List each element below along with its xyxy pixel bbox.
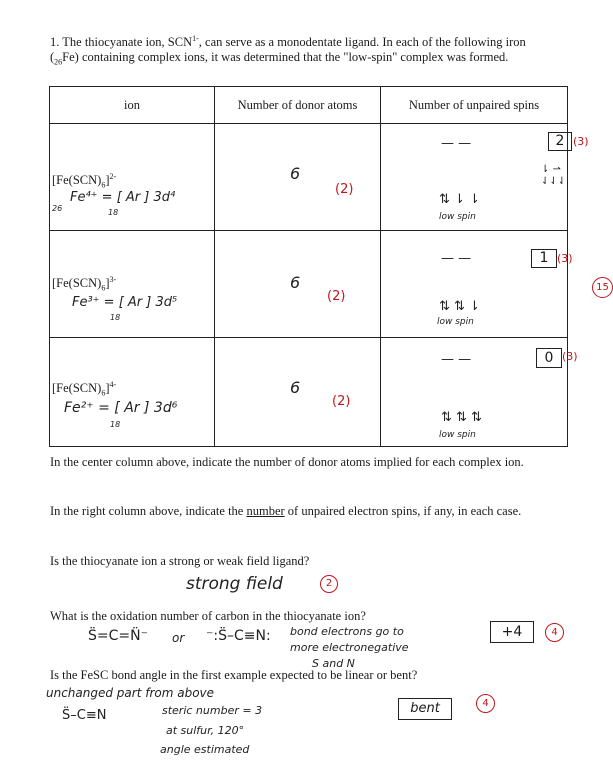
ion-formula: $[Fe(SCN)_6]^{3-}$ [52,275,117,293]
electron-config: Fe³⁺ = [ Ar ] 3d⁵ [72,295,178,310]
strong-weak-question: Is the thiocyanate ion a strong or weak field ligand? [50,554,310,568]
angle-structure: S̈–C≡N [62,708,107,723]
unpaired-answer-box: 2 [548,132,572,151]
oxidation-note-1: bond electrons go to [290,625,404,638]
strong-weak-score: 2 [320,575,338,593]
angle-score: 4 [476,694,495,713]
complex-ion-table [49,86,609,447]
orbital-upper: — — [441,251,472,266]
oxidation-note-3: S and N [312,657,355,670]
unpaired-answer-box: 1 [531,249,557,268]
header-donor-atoms: Number of donor atoms [215,87,381,124]
donor-count: 6 [290,273,301,292]
q1-part-d: Fe) containing complex ions, it was determined that the "low-spin" complex was formed. [62,50,509,65]
instruction-center-column: In the center column above, indicate the number of donor atoms implied for each complex ion. [50,455,524,469]
ion-formula: $[Fe(SCN)_6]^{4-}$ [52,380,117,398]
lewis-structure-2: ⁻:S̈–C≡N: [206,628,271,644]
oxidation-question: What is the oxidation number of carbon in the thiocyanate ion? [50,609,366,623]
donor-count: 6 [290,164,301,183]
config-subscript: 18 [110,420,121,429]
lewis-structure-1: S̈=C=N̈⁻ [88,628,148,644]
unpaired-score: (3) [557,252,573,265]
header-unpaired-spins: Number of unpaired spins [381,87,568,124]
low-spin-label: low spin [437,317,474,327]
angle-answer-box: bent [398,698,452,720]
orbital-lower: ⇅ ⇅ ⇅ [441,410,482,425]
oxidation-score: 4 [545,623,564,642]
low-spin-label: low spin [439,430,476,440]
donor-score: (2) [335,182,354,197]
table-row [50,338,568,447]
q1-subscript: 26 [54,57,63,67]
table-row [50,231,568,338]
donor-score: (2) [332,394,351,409]
header-ion: ion [50,87,215,124]
unpaired-score: (3) [573,135,589,148]
orbital-lower: ⇅ ⇅ ⇂ [439,299,480,314]
question-1-text [50,31,560,70]
oxidation-answer-box: +4 [490,621,534,643]
instruction-right-column: In the right column above, indicate the number of unpaired electron spins, if any, in each case. [50,504,522,518]
total-score-circle: 15 [592,277,613,298]
steric-note-1: steric number = 3 [162,704,263,717]
unpaired-answer-box: 0 [536,348,562,368]
q1-part-a: 1. The thiocyanate ion, SCN [50,35,193,50]
table-row [50,124,568,231]
or-label: or [172,631,185,645]
q1-superscript: 1- [192,34,199,43]
q1-part-b: , can serve as a monodentate ligand. In each of the following iron [198,35,526,50]
strong-weak-answer: strong field [186,574,283,594]
config-subscript: 18 [108,208,119,217]
q1-part-c: ( [50,50,55,65]
orbital-upper: — — [441,136,472,151]
orbital-lower: ⇅ ⇂ ⇂ [439,192,480,207]
electron-config: Fe⁴⁺ = [ Ar ] 3d⁴ [70,190,176,205]
steric-note-2: at sulfur, 120° [166,724,245,737]
oxidation-note-2: more electronegative [290,641,409,654]
high-spin-diagram: ⇂ ⇀ ⇃⇃⇃ [541,164,567,187]
angle-question: Is the FeSC bond angle in the first example expected to be linear or bent? [50,668,418,682]
angle-note: unchanged part from above [46,686,215,700]
atomic-number: 26 [52,204,63,213]
unpaired-score: (3) [562,350,578,363]
orbital-upper: — — [441,352,472,367]
electron-config: Fe²⁺ = [ Ar ] 3d⁶ [64,400,178,416]
low-spin-label: low spin [439,212,476,222]
donor-count: 6 [290,378,301,397]
config-subscript: 18 [110,313,121,322]
steric-note-3: angle estimated [160,743,250,756]
donor-score: (2) [327,289,346,304]
ion-formula: $[Fe(SCN)_6]^{2-}$ [52,172,117,190]
